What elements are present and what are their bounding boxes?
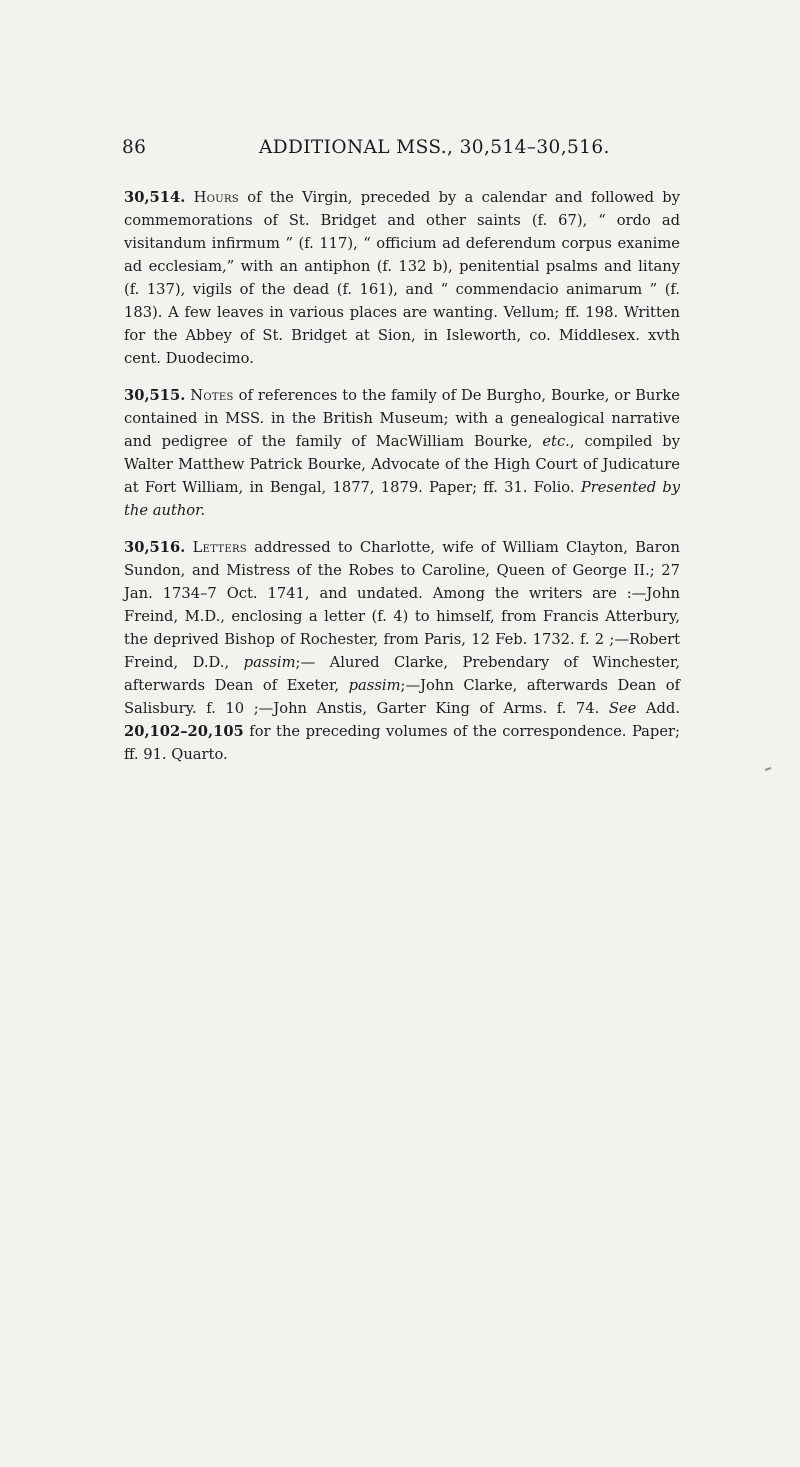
entry-description: of references to the family of De Burgho, Bourke, or Burke contained in MSS. in the British Museum; with a genealogical narrative and pedigree of the family of MacWilliam Bourke,: [124, 387, 680, 450]
entry-description: addressed to Charlotte, wife of William Clayton, Baron Sundon, and Mistress of the Robes to Caroline, Queen of George II.; 27 Jan. 1734–7 Oct. 1741, and undated. Among the writers are :—John Freind, M.D., enclosing a letter (f. 4) to himself, from Francis Atterbury, the deprived Bishop of Rochester, from Paris, 12 Feb. 1732. f. 2 ;—Robert Freind, D.D.,: [124, 539, 680, 671]
entry-description-continued: , compiled by Walter Matthew Patrick Bourke, Advocate of the High Court of Judicature at Fort William, in Bengal, 1877, 1879. Paper; ff. 31. Folio.: [124, 433, 680, 496]
running-head: [122, 137, 682, 161]
entry-description: of the Virgin, preceded by a calendar and followed by commemorations of St. Bridget and other saints (f. 67), “ ordo ad visitandum infirmum ” (f. 117), “ officium ad deferendum corpus exanime ad ecclesiam,” with an antiphon (f. 132 b), penitential psalms and litany (f. 137), vigils of the dead (f. 161), and “ commendacio animarum ” (f. 183). A few leaves in various places are wanting. Vellum; ff. 198. Written for the Abbey of St. Bridget at Sion, in Isleworth, co. Middlesex. xvth cent. Duodecimo.: [124, 189, 680, 367]
etc-abbreviation: etc.: [542, 433, 570, 450]
entry-lead-word: Letters: [192, 539, 247, 556]
catalogue-entry-30514: [124, 186, 680, 370]
entry-description-continued: Add.: [645, 700, 681, 717]
margin-mark: [765, 767, 771, 771]
entry-number: 30,516.: [124, 539, 186, 556]
entry-number: 30,515.: [124, 387, 186, 404]
cross-reference-numbers: 20,102–20,105: [124, 723, 244, 740]
entry-lead-word: Hours: [193, 189, 239, 206]
entry-description-continued: ;— Alured Clarke, Prebendary of Winchester, afterwards Dean of Exeter,: [124, 654, 681, 694]
page-title: ADDITIONAL MSS., 30,514–30,516.: [259, 137, 610, 158]
catalogue-entries: [124, 186, 680, 780]
passim-term: passim: [348, 677, 401, 694]
catalogue-entry-30516: [124, 536, 680, 766]
presented-note: Presented by the author.: [124, 479, 681, 519]
entry-description-continued: ;—John Clarke, afterwards Dean of Salisbury. f. 10 ;—John Anstis, Garter King of Arms. f. 74.: [124, 677, 681, 717]
entry-lead-word: Notes: [190, 387, 234, 404]
page-number: 86: [122, 137, 147, 158]
catalogue-entry-30515: [124, 384, 680, 522]
entry-number: 30,514.: [124, 189, 186, 206]
passim-term: passim: [243, 654, 296, 671]
see-reference-word: See: [608, 700, 637, 717]
entry-description-continued: for the preceding volumes of the correspondence. Paper; ff. 91. Quarto.: [124, 723, 680, 763]
